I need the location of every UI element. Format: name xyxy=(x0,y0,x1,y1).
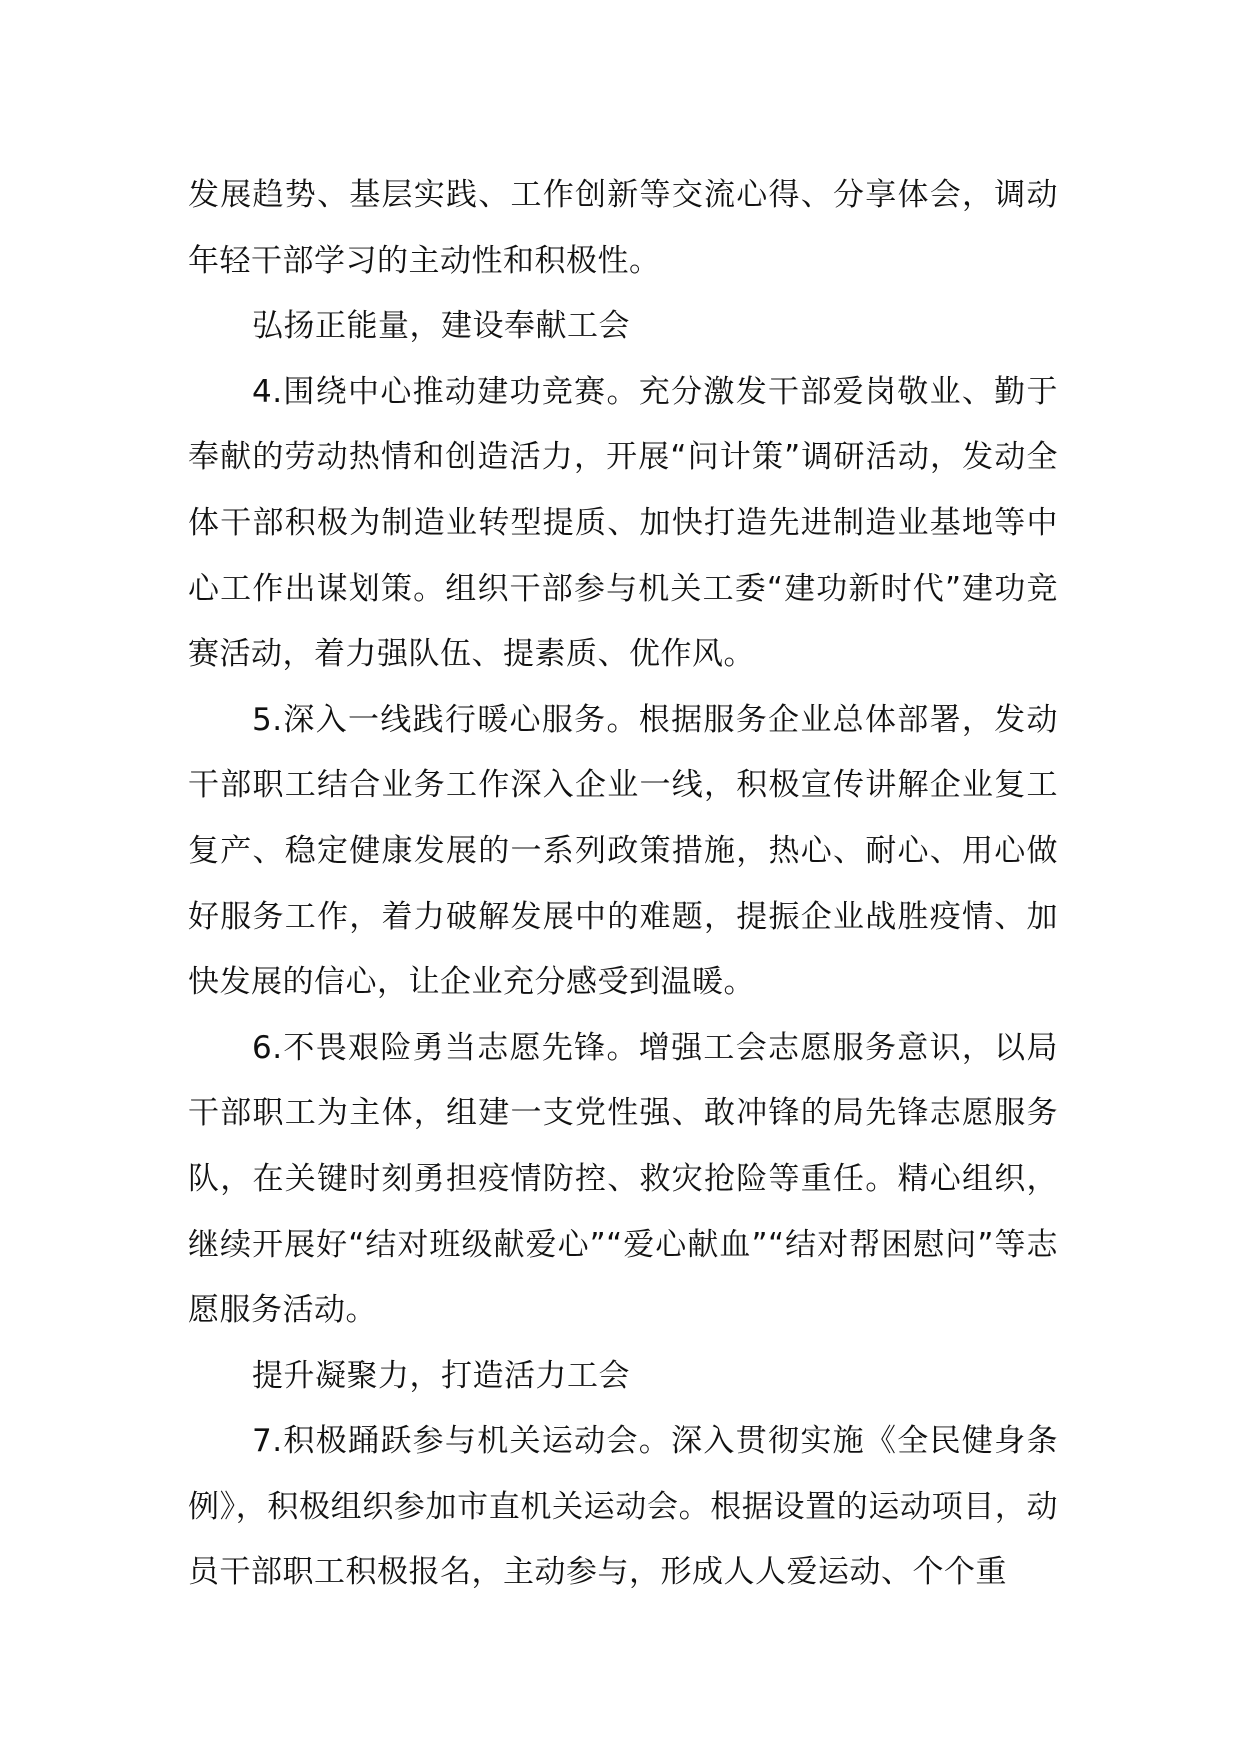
document-body xyxy=(188,163,1058,1606)
paragraph-item-4: 4.围绕中心推动建功竞赛。充分激发干部爱岗敬业、勤于奉献的劳动热情和创造活力，开展“问计策”调研活动，发动全体干部积极为制造业转型提质、加快打造先进制造业基地等中心工作出谋划策。组织干部参与机关工委“建功新时代”建功竞赛活动，着力强队伍、提素质、优作风。 xyxy=(188,373,1058,673)
section-heading-vitality: 提升凝聚力，打造活力工会 xyxy=(252,1357,630,1394)
section-heading-dedication: 弘扬正能量，建设奉献工会 xyxy=(252,308,630,345)
paragraph-item-7: 7.积极踊跃参与机关运动会。深入贯彻实施《全民健身条例》，积极组织参加市直机关运动会。根据设置的运动项目，动员干部职工积极报名，主动参与，形成人人爱运动、个个重 xyxy=(188,1423,1058,1591)
paragraph-continuation: 发展趋势、基层实践、工作创新等交流心得、分享体会，调动年轻干部学习的主动性和积极性。 xyxy=(188,177,1058,279)
paragraph-item-6: 6.不畏艰险勇当志愿先锋。增强工会志愿服务意识，以局干部职工为主体，组建一支党性强、敢冲锋的局先锋志愿服务队，在关键时刻勇担疫情防控、救灾抢险等重任。精心组织，继续开展好“结对班级献爱心”“爱心献血”“结对帮困慰问”等志愿服务活动。 xyxy=(188,1029,1058,1329)
paragraph-item-5: 5.深入一线践行暖心服务。根据服务企业总体部署，发动干部职工结合业务工作深入企业一线，积极宣传讲解企业复工复产、稳定健康发展的一系列政策措施，热心、耐心、用心做好服务工作，着力破解发展中的难题，提振企业战胜疫情、加快发展的信心，让企业充分感受到温暖。 xyxy=(188,701,1058,1001)
